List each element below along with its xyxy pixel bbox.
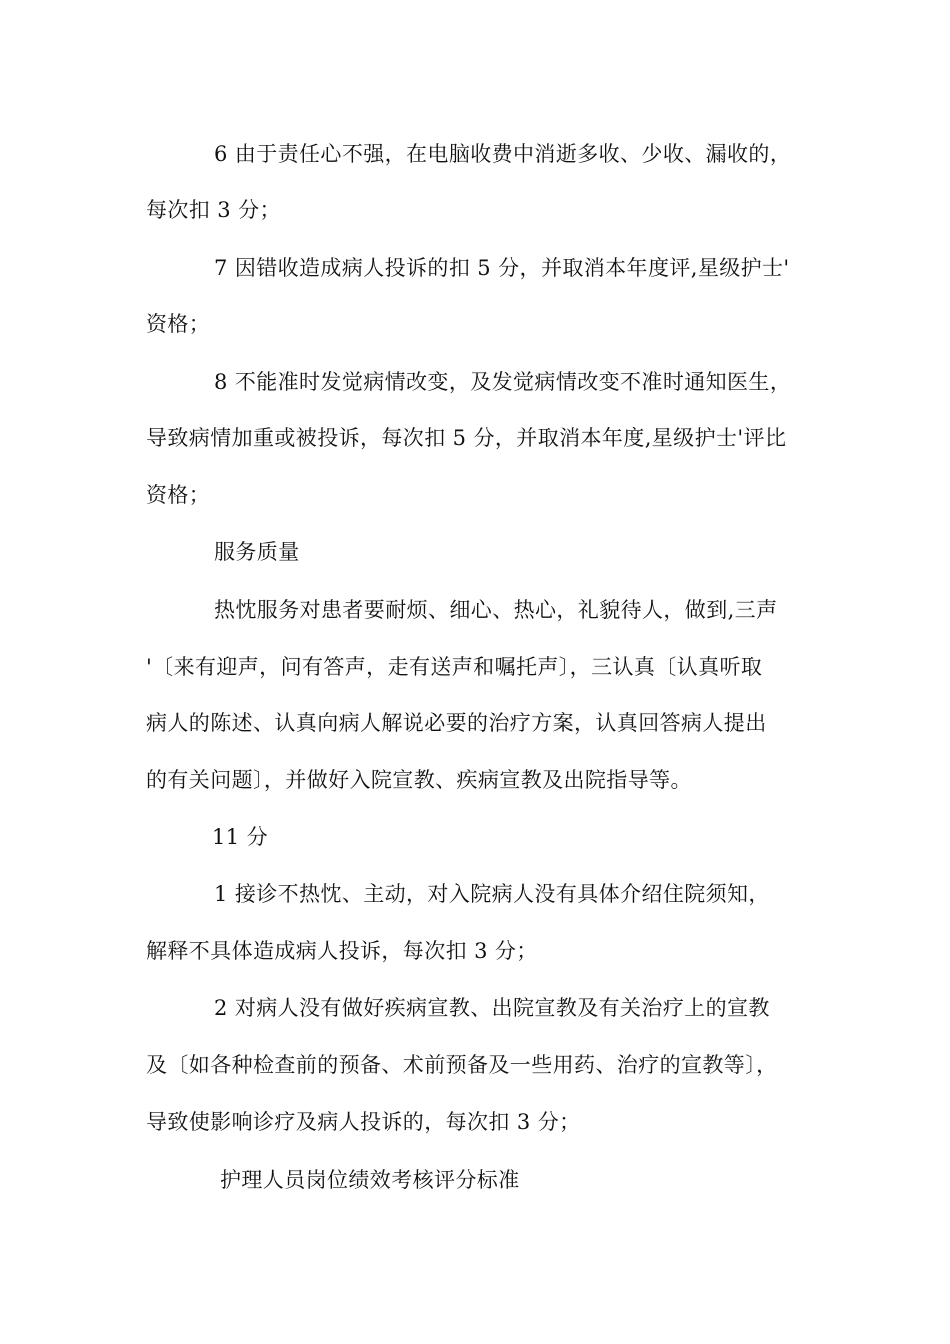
paragraph-line: 导致使影响诊疗及病人投诉的，每次扣 3 分；: [146, 1110, 581, 1134]
paragraph-line: 7 因错收造成病人投诉的扣 5 分，并取消本年度评,星级护士': [214, 256, 790, 280]
paragraph-line: 解释不具体造成病人投诉，每次扣 3 分；: [146, 939, 538, 963]
paragraph-line: 2 对病人没有做好疾病宣教、出院宣教及有关治疗上的宣教: [214, 996, 770, 1020]
paragraph-line: 病人的陈述、认真向病人解说必要的治疗方案，认真回答病人提出: [146, 711, 767, 735]
paragraph-line: 资格；: [146, 483, 211, 507]
paragraph-line: 8 不能准时发觉病情改变，及发觉病情改变不准时通知医生，: [214, 370, 792, 394]
paragraph-line: 资格；: [146, 312, 211, 336]
page-footer-title: 护理人员岗位绩效考核评分标准: [220, 1168, 520, 1192]
paragraph-line: 及〔如各种检查前的预备、术前预备及一些用药、治疗的宣教等〕，: [146, 1053, 778, 1077]
paragraph-line: 每次扣 3 分；: [146, 198, 281, 222]
paragraph-line: 导致病情加重或被投诉，每次扣 5 分，并取消本年度,星级护士'评比: [146, 426, 787, 450]
paragraph-line: 的有关问题〕，并做好入院宣教、疾病宣教及出院指导等。: [146, 768, 692, 792]
section-heading: 服务质量: [214, 540, 300, 564]
paragraph-line: 1 接诊不热忱、主动，对入院病人没有具体介绍住院须知，: [214, 882, 770, 906]
paragraph-line: 热忱服务对患者要耐烦、细心、热心，礼貌待人，做到,三声: [214, 598, 778, 622]
score-label: 11 分: [212, 825, 268, 849]
paragraph-line: 6 由于责任心不强，在电脑收费中消逝多收、少收、漏收的，: [214, 142, 792, 166]
paragraph-line: '〔来有迎声，问有答声，走有送声和嘱托声〕，三认真〔认真听取: [146, 655, 763, 679]
